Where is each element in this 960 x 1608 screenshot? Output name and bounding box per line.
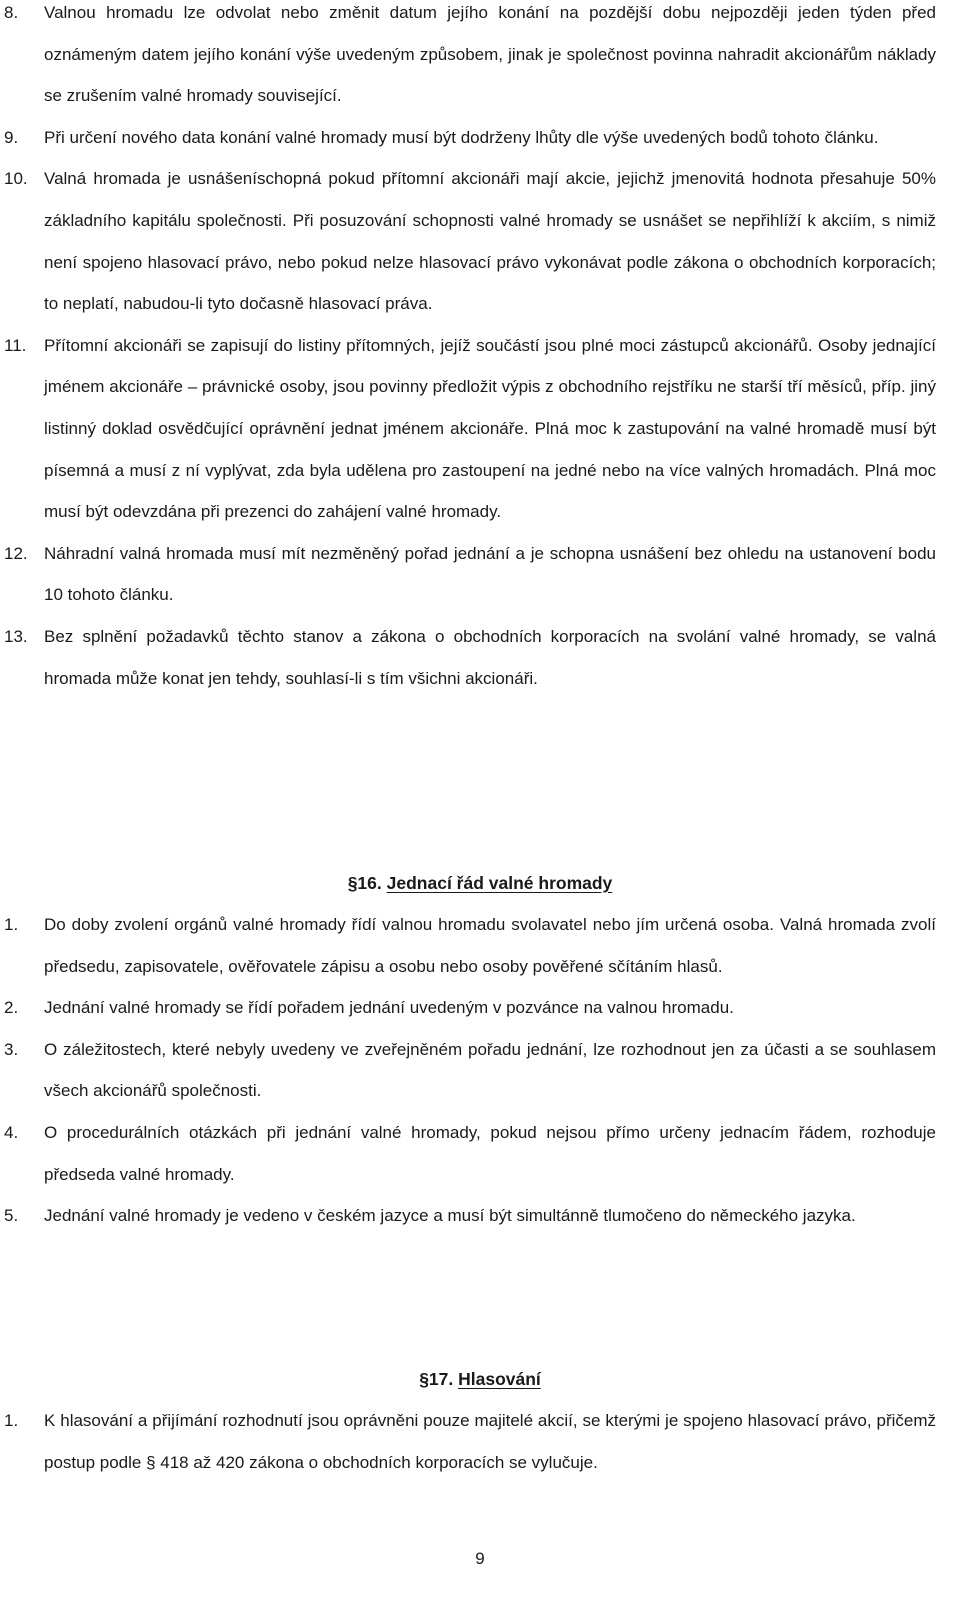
section-heading-16 (0, 868, 960, 898)
item-text: O procedurálních otázkách při jednání valné hromady, pokud nejsou přímo určeny jednacím řádem, rozhoduje předseda valné hromady. (44, 1122, 936, 1184)
list-item (0, 0, 960, 117)
item-text: Bez splnění požadavků těchto stanov a zákona o obchodních korporacích na svolání valné hromady, se valná hromada může konat jen tehdy, souhlasí-li s tím všichni akcionáři. (44, 626, 936, 688)
article-17-items (0, 1400, 960, 1483)
page-number: 9 (475, 1549, 485, 1568)
item-text: Jednání valné hromady se řídí pořadem jednání uvedeným v pozvánce na valnou hromadu. (44, 998, 734, 1018)
item-text: Do doby zvolení orgánů valné hromady řídí valnou hromadu svolavatel nebo jím určená osoba. Valná hromada zvolí předsedu, zapisovatele, ověřovatele zápisu a osobu nebo osoby pověřené sčítáním hlasů. (44, 915, 936, 976)
item-number: 9. (4, 127, 19, 147)
item-text: Přítomní akcionáři se zapisují do listiny přítomných, jejíž součástí jsou plné moci zástupců akcionářů. Osoby jednající jménem akcionáře – právnické osoby, jsou povinny předložit výpis z obchodního rejstříku ne starší tří měsíců, příp. jiný listinný doklad osvědčující oprávnění jednat jménem akcionáře. Plná moc k zastupování na valné hromadě musí být písemná a musí z ní vyplývat, zda byla udělena pro zastoupení na jedné nebo na více valných hromadách. Plná moc musí být odevzdána při prezenci do zahájení valné hromady. (44, 335, 936, 522)
item-number: 3. (4, 1039, 19, 1059)
section-number: §17. (419, 1369, 454, 1389)
item-number: 2. (4, 998, 19, 1018)
item-number: 1. (4, 1411, 19, 1430)
section-title: Hlasování (458, 1369, 541, 1389)
list-item (0, 533, 960, 616)
list-item (0, 325, 960, 533)
list-item (0, 616, 960, 699)
section-number: §16. (347, 873, 382, 893)
item-number: 4. (4, 1122, 19, 1142)
item-text: Valnou hromadu lze odvolat nebo změnit datum jejího konání na pozdější dobu nejpozději jeden týden před oznámeným datem jejího konání výše uvedeným způsobem, jinak je společnost povinna nahradit akcionářům náklady se zrušením valné hromady související. (44, 3, 936, 106)
article-15-items (0, 0, 960, 699)
list-item (0, 987, 960, 1029)
item-text: Valná hromada je usnášeníschopná pokud přítomní akcionáři mají akcie, jejichž jmenovitá hodnota přesahuje 50% základního kapitálu společnosti. Při posuzování schopnosti valné hromady se usnášet se nepřihlíží k akciím, s nimiž není spojeno hlasovací právo, nebo pokud nelze hlasovací právo vykonávat podle zákona o obchodních korporacích; to neplatí, nabudou-li tyto dočasně hlasovací práva. (44, 169, 936, 314)
list-item (0, 117, 960, 159)
section-heading-17 (0, 1364, 960, 1394)
item-number: 13. (4, 626, 28, 646)
item-number: 1. (4, 915, 19, 934)
section-title: Jednací řád valné hromady (386, 873, 613, 893)
list-item (0, 1029, 960, 1112)
item-number: 10. (4, 169, 28, 189)
list-item (0, 904, 960, 987)
list-item (0, 1195, 960, 1237)
item-number: 11. (4, 335, 27, 355)
list-item (0, 1400, 960, 1483)
article-16-items (0, 904, 960, 1237)
list-item (0, 1112, 960, 1195)
item-text: Jednání valné hromady je vedeno v českém jazyce a musí být simultánně tlumočeno do německého jazyka. (44, 1206, 856, 1226)
item-number: 5. (4, 1206, 19, 1226)
item-number: 8. (4, 3, 19, 22)
item-text: O záležitostech, které nebyly uvedeny ve zveřejněném pořadu jednání, lze rozhodnout jen za účasti a se souhlasem všech akcionářů společnosti. (44, 1039, 936, 1101)
item-text: Náhradní valná hromada musí mít nezměněný pořad jednání a je schopna usnášení bez ohledu na ustanovení bodu 10 tohoto článku. (44, 543, 936, 605)
item-text: K hlasování a přijímání rozhodnutí jsou oprávněni pouze majitelé akcií, se kterými je spojeno hlasovací právo, přičemž postup podle § 418 až 420 zákona o obchodních korporacích se vylučuje. (44, 1411, 936, 1472)
item-number: 12. (4, 543, 28, 563)
item-text: Při určení nového data konání valné hromady musí být dodrženy lhůty dle výše uvedených bodů tohoto článku. (44, 127, 879, 147)
list-item (0, 158, 960, 324)
